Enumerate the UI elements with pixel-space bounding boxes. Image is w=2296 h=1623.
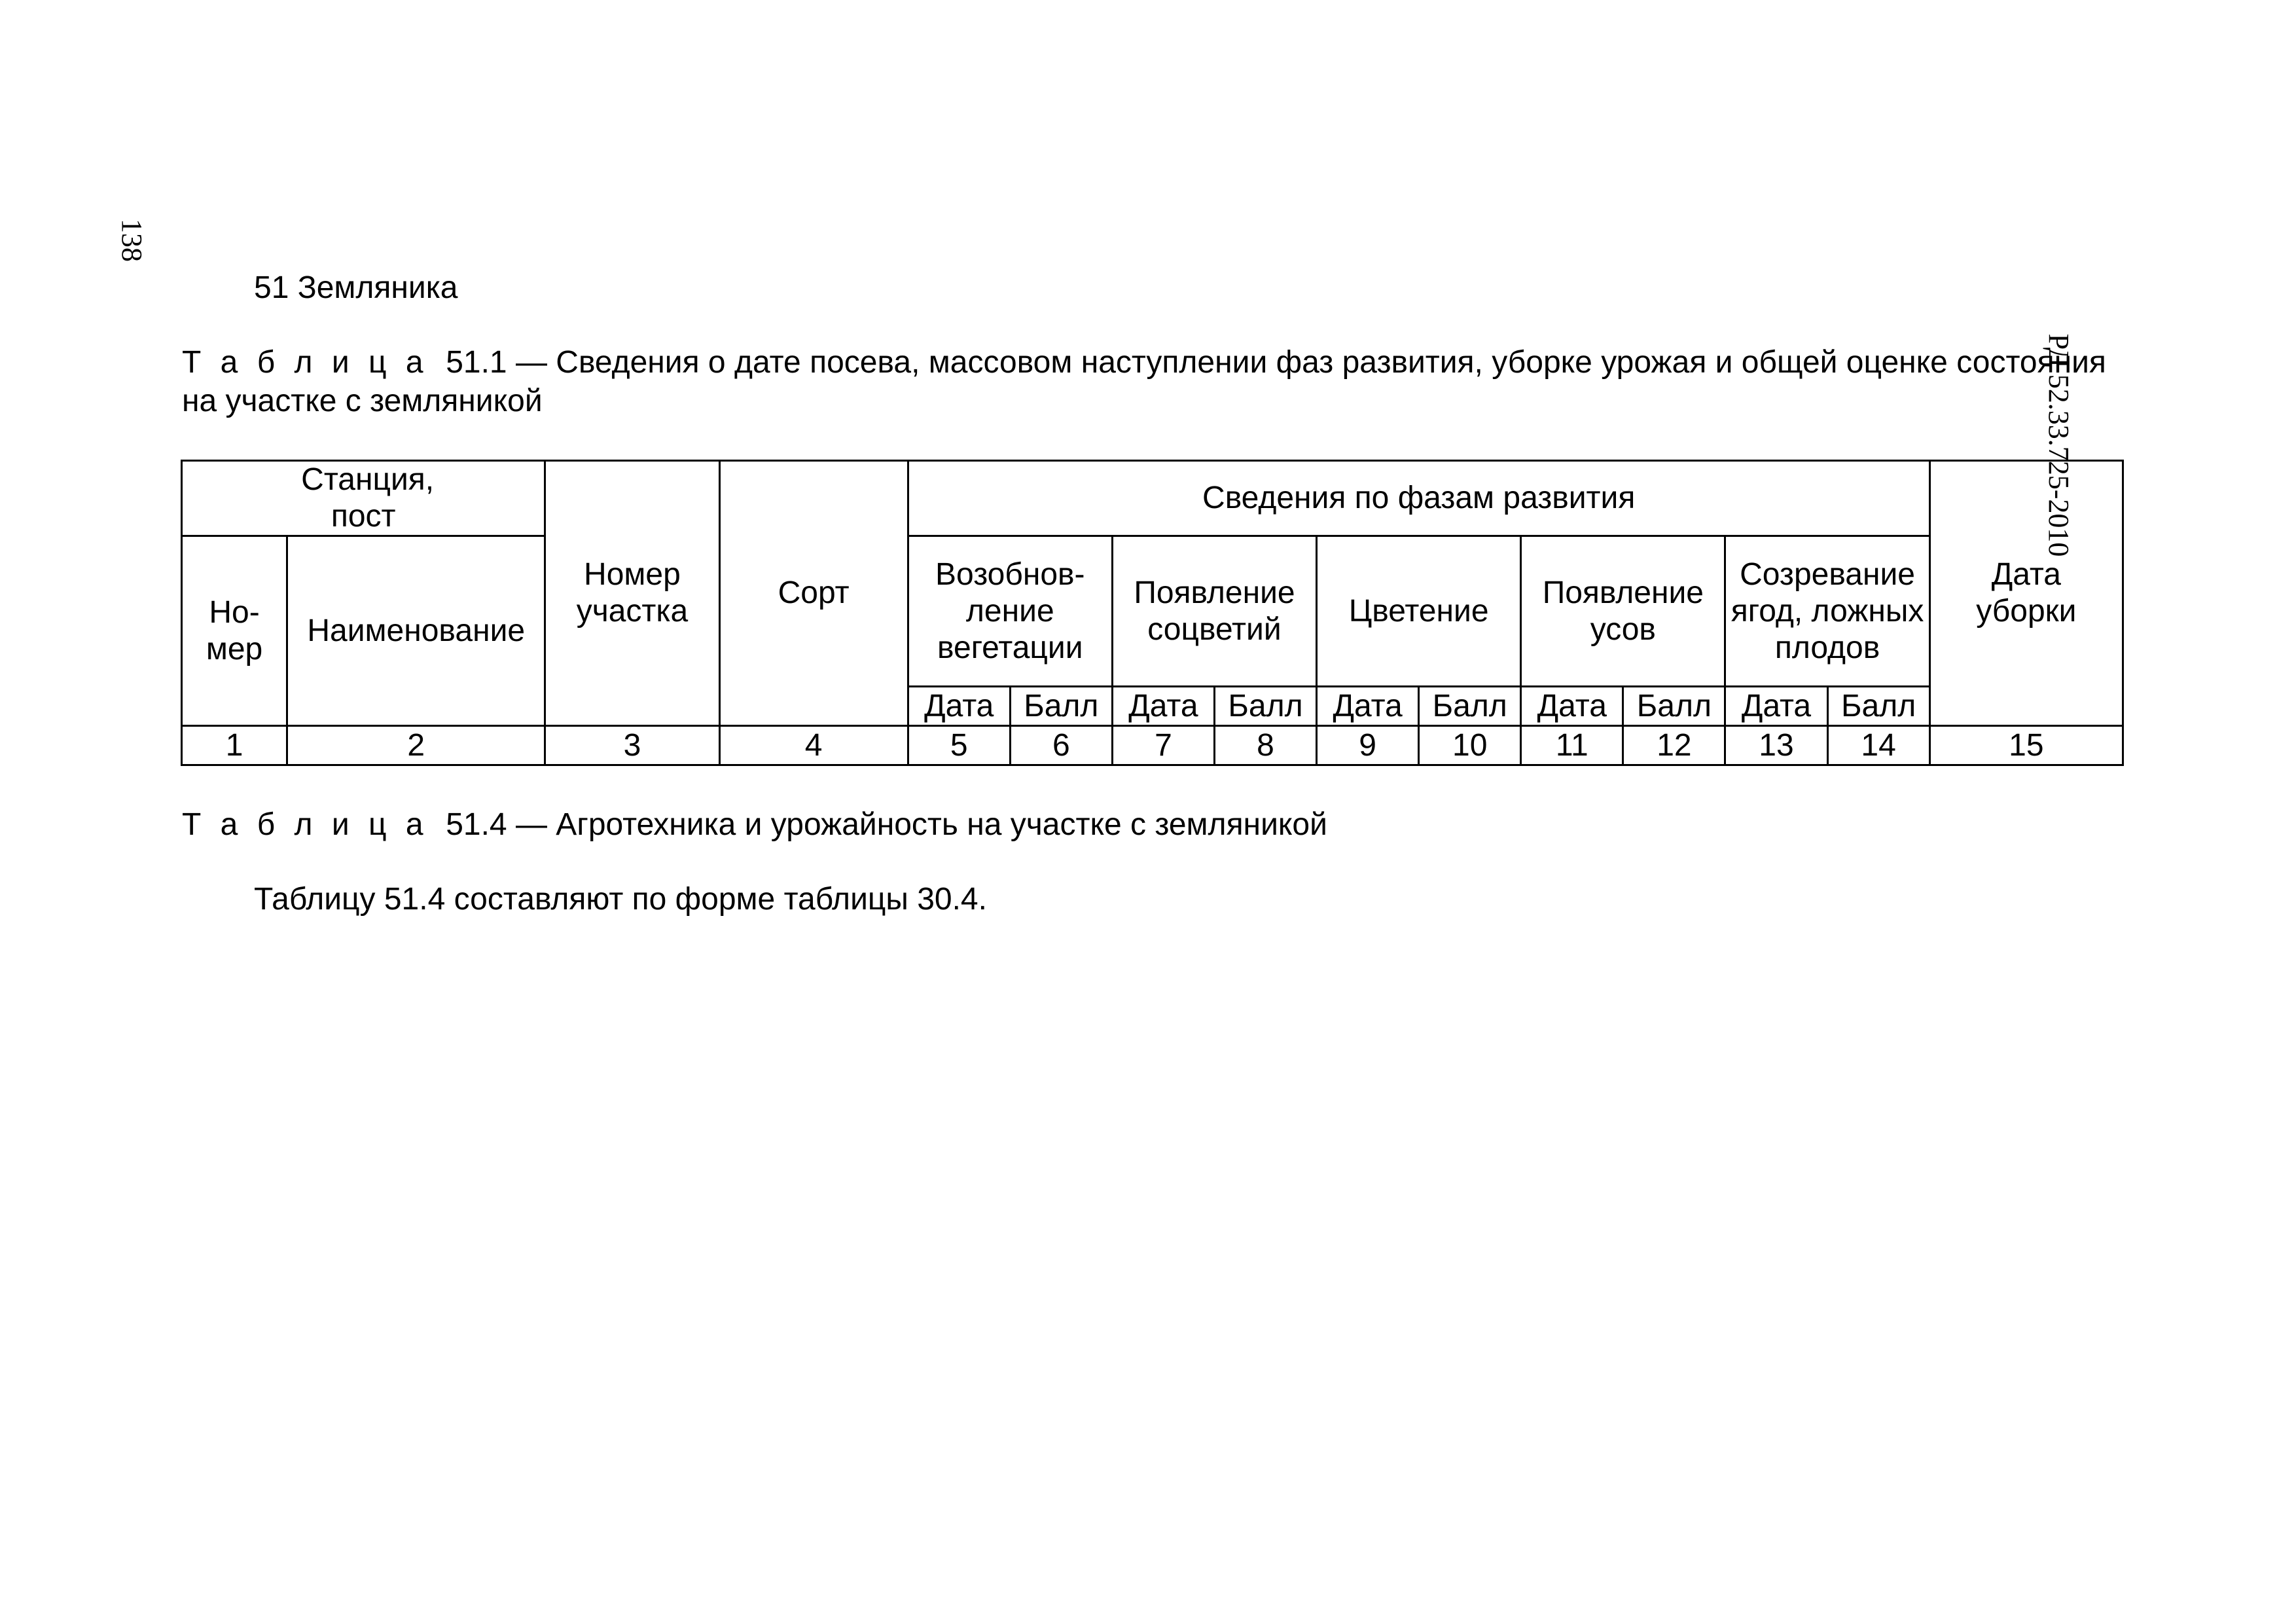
header-phase-runners: Появление усов xyxy=(1521,536,1725,687)
column-number: 1 xyxy=(182,726,287,765)
header-score: Балл xyxy=(1827,687,1929,726)
header-score: Балл xyxy=(1623,687,1725,726)
page-number: 138 xyxy=(116,219,148,262)
column-number: 10 xyxy=(1419,726,1521,765)
header-plot-number: Номер участка xyxy=(545,461,719,726)
column-number: 13 xyxy=(1725,726,1827,765)
header-date: Дата xyxy=(1725,687,1827,726)
header-score: Балл xyxy=(1214,687,1316,726)
header-score: Балл xyxy=(1419,687,1521,726)
column-number: 11 xyxy=(1521,726,1623,765)
header-phase-renewal: Возобнов-ление вегетации xyxy=(908,536,1112,687)
section-title: 51 Земляника xyxy=(254,270,458,305)
header-score: Балл xyxy=(1010,687,1112,726)
column-numbers-row xyxy=(182,726,2123,765)
column-number: 6 xyxy=(1010,726,1112,765)
column-number: 15 xyxy=(1929,726,2123,765)
header-station-name: Наименование xyxy=(287,536,545,726)
header-date: Дата xyxy=(1112,687,1214,726)
column-number: 5 xyxy=(908,726,1010,765)
column-number: 9 xyxy=(1317,726,1419,765)
caption-text: 51.4 — Агротехника и урожайность на участке с земляникой xyxy=(446,807,1327,842)
header-phase-flowering: Цветение xyxy=(1317,536,1521,687)
header-date: Дата xyxy=(1521,687,1623,726)
column-number: 4 xyxy=(719,726,908,765)
caption-label: Т а б л и ц а xyxy=(182,807,429,842)
header-station-number: Но-мер xyxy=(182,536,287,726)
table-51-1 xyxy=(181,460,2124,766)
column-number: 2 xyxy=(287,726,545,765)
header-date: Дата xyxy=(1317,687,1419,726)
header-station: Станция, пост xyxy=(182,461,545,536)
table-51-4-caption xyxy=(182,805,2139,844)
header-phase-ripening: Созревание ягод, ложных плодов xyxy=(1725,536,1929,687)
column-number: 7 xyxy=(1112,726,1214,765)
column-number: 14 xyxy=(1827,726,1929,765)
caption-label: Т а б л и ц а xyxy=(182,345,429,380)
column-number: 12 xyxy=(1623,726,1725,765)
header-variety: Сорт xyxy=(719,461,908,726)
caption-text: 51.1 — Сведения о дате посева, массовом наступлении фаз развития, уборке урожая и общей оценке состояния на участке с земляникой xyxy=(182,345,2106,418)
header-phase-inflorescence: Появление соцветий xyxy=(1112,536,1316,687)
table-51-1-caption xyxy=(182,343,2139,420)
document-code: РД 52.33.725-2010 xyxy=(2043,333,2075,557)
column-number: 3 xyxy=(545,726,719,765)
column-number: 8 xyxy=(1214,726,1316,765)
header-phases-group: Сведения по фазам развития xyxy=(908,461,1929,536)
header-harvest-date: Дата уборки xyxy=(1929,461,2123,726)
note-text: Таблицу 51.4 составляют по форме таблицы 30.4. xyxy=(254,882,987,917)
header-date: Дата xyxy=(908,687,1010,726)
